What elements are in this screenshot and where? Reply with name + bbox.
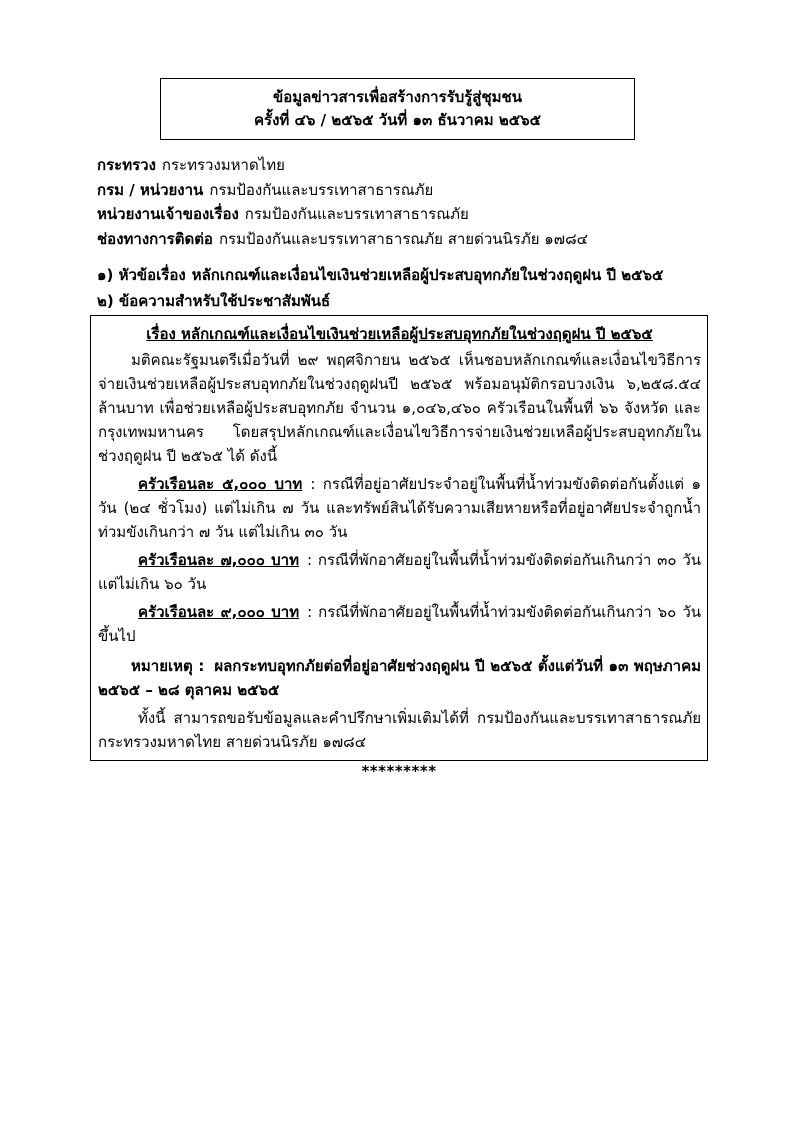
info-label: กระทรวง [97,156,156,174]
info-label: ช่องทางการติดต่อ [97,229,213,248]
info-value: กรมป้องกันและบรรเทาสาธารณภัย [209,180,434,199]
pr-intro-paragraph: มติคณะรัฐมนตรีเมื่อวันที่ ๒๙ พฤศจิกายน ๒๕๖๕ เห็นชอบหลักเกณฑ์และเงื่อนไขวิธีการจ่ายเงินช่วยเหลือผู้ประสบอุทกภัยในช่วงฤดูฝนปี ๒๕๖๕ พร้อมอนุมัติกรอบวงเงิน ๖,๒๕๘.๕๔ ล้านบาท เพื่อช่วยเหลือผู้ประสบอุทกภัย จำนวน ๑,๐๔๖,๔๖๐ ครัวเรือนในพื้นที่ ๖๖ จังหวัด และกรุงเทพมหานคร โดยสรุปหลักเกณฑ์และเงื่อนไขวิธีการจ่ายเงินช่วยเหลือผู้ประสบอุทกภัยในช่วงฤดูฝน ปี ๒๕๖๕ ได้ ดังนี้ [98,351,701,465]
info-value: กระทรวงมหาดไทย [161,156,285,174]
info-label: กรม / หน่วยงาน [97,180,204,199]
section-pr-label: ๒) ข้อความสำหรับใช้ประชาสัมพันธ์ [97,292,331,310]
info-contact-channel [97,227,708,252]
header-box [160,78,635,140]
end-mark: ********* [361,762,437,780]
header-issue-date: ครั้งที่ ๔๖ / ๒๕๖๕ วันที่ ๑๓ ธันวาคม ๒๕๖๕ [254,111,541,129]
tier-amount: ครัวเรือนละ ๗,๐๐๐ บาท [138,551,299,569]
document-body [90,153,708,780]
tier-description: : กรณีที่อยู่อาศัยประจำอยู่ในพื้นที่น้ำท่วมขังติดต่อกันตั้งแต่ ๑ วัน (๒๔ ชั่วโมง) แต่ไม่เกิน ๗ วัน และทรัพย์สินได้รับความเสียหายหรือที่อยู่อาศัยประจำถูกน้ำท่วมขังเกินกว่า ๗ วัน แต่ไม่เกิน ๓๐ วัน [98,475,701,541]
pr-closing-paragraph: ทั้งนี้ สามารถขอรับข้อมูลและคำปรึกษาเพิ่มเติมได้ที่ กรมป้องกันและบรรเทาสาธารณภัย กระทรวงมหาดไทย สายด่วนนิรภัย ๑๗๘๔ [98,709,701,751]
pr-message-box [90,315,708,761]
info-owner-unit [97,202,708,227]
section-topic-value: หลักเกณฑ์และเงื่อนไขเงินช่วยเหลือผู้ประสบอุทกภัยในช่วงฤดูฝน ปี ๒๕๖๕ [191,266,664,284]
section-pr-heading [90,289,708,313]
tier-9000 [98,600,701,648]
info-value: กรมป้องกันและบรรเทาสาธารณภัย [244,205,469,223]
tier-5000 [98,472,701,544]
tier-description: : กรณีที่พักอาศัยอยู่ในพื้นที่น้ำท่วมขังติดต่อกันเกินกว่า ๓๐ วัน แต่ไม่เกิน ๖๐ วัน [98,551,701,593]
pr-note [98,654,701,702]
section-topic [90,263,708,287]
info-department [97,178,708,203]
tier-7000 [98,548,701,596]
info-ministry [97,153,708,178]
tier-description: : กรณีที่พักอาศัยอยู่ในพื้นที่น้ำท่วมขังติดต่อกันเกินกว่า ๖๐ วัน ขึ้นไป [98,603,701,645]
note-text: ผลกระทบอุทกภัยต่อที่อยู่อาศัยช่วงฤดูฝน ปี ๒๕๖๕ ตั้งแต่วันที่ ๑๓ พฤษภาคม ๒๕๖๕ – ๒๘ ตุลาคม ๒๕๖๕ [98,657,701,699]
note-label: หมายเหตุ : [131,657,205,675]
tier-amount: ครัวเรือนละ ๙,๐๐๐ บาท [138,603,300,621]
pr-title: เรื่อง หลักเกณฑ์และเงื่อนไขเงินช่วยเหลือผู้ประสบอุทกภัยในช่วงฤดูฝน ปี ๒๕๖๕ [146,325,653,343]
info-label: หน่วยงานเจ้าของเรื่อง [97,205,239,223]
info-value: กรมป้องกันและบรรเทาสาธารณภัย สายด่วนนิรภัย ๑๗๘๔ [218,229,588,248]
header-title: ข้อมูลข่าวสารเพื่อสร้างการรับรู้สู่ชุมชน [273,88,522,106]
section-topic-label: ๑) หัวข้อเรื่อง [97,266,186,284]
tier-amount: ครัวเรือนละ ๕,๐๐๐ บาท [138,475,303,493]
agency-info [90,153,708,251]
